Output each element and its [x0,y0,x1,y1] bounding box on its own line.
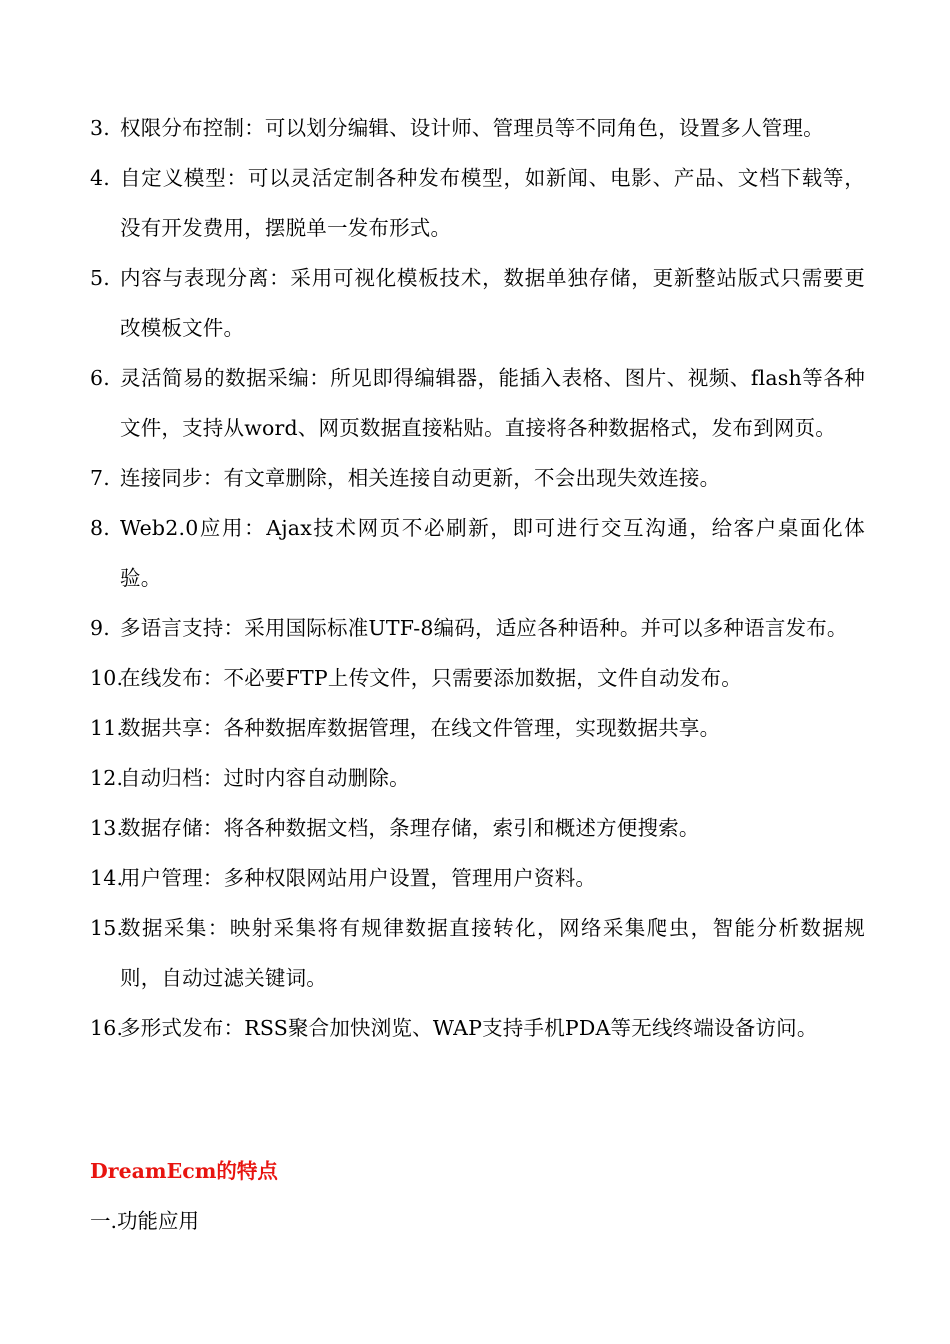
item-number: 4. [90,166,110,190]
item-number: 5. [90,266,110,290]
list-item [90,103,865,153]
list-item [90,153,865,253]
item-number: 13. [90,816,124,840]
item-number: 15. [90,916,124,940]
list-item [90,903,865,1003]
item-number: 9. [90,616,110,640]
list-item [90,453,865,503]
list-item [90,353,865,453]
item-number: 10. [90,666,124,690]
item-text: 数据共享：各种数据库数据管理，在线文件管理，实现数据共享。 [120,716,721,740]
item-number: 8. [90,516,110,540]
section-heading: DreamEcm的特点 [90,1159,278,1183]
list-item [90,753,865,803]
item-text: 数据存储：将各种数据文档，条理存储，索引和概述方便搜索。 [120,816,700,840]
item-text: 自定义模型：可以灵活定制各种发布模型，如新闻、电影、产品、文档下载等，没有开发费用，摆脱单一发布形式。 [120,166,865,240]
list-item [90,653,865,703]
list-item [90,1003,865,1053]
item-text: 内容与表现分离：采用可视化模板技术，数据单独存储，更新整站版式只需要更改模板文件。 [120,266,865,340]
list-item [90,253,865,353]
list-item [90,853,865,903]
item-number: 3. [90,116,110,140]
item-number: 12. [90,766,124,790]
item-number: 6. [90,366,110,390]
item-text: 用户管理：多种权限网站用户设置，管理用户资料。 [120,866,597,890]
item-number: 14. [90,866,124,890]
item-number: 11. [90,716,124,740]
item-text: 多语言支持：采用国际标准UTF-8编码，适应各种语种。并可以多种语言发布。 [120,616,848,640]
list-item [90,703,865,753]
item-number: 16. [90,1016,124,1040]
list-item [90,503,865,603]
item-text: 连接同步：有文章删除，相关连接自动更新，不会出现失效连接。 [120,466,721,490]
item-text: 在线发布：不必要FTP上传文件，只需要添加数据，文件自动发布。 [120,666,742,690]
subsection-heading: 一.功能应用 [90,1209,200,1233]
item-number: 7. [90,466,110,490]
list-item [90,603,865,653]
item-text: 灵活简易的数据采编：所见即得编辑器，能插入表格、图片、视频、flash等各种文件，支持从word、网页数据直接粘贴。直接将各种数据格式，发布到网页。 [120,366,865,440]
item-text: 数据采集：映射采集将有规律数据直接转化，网络采集爬虫，智能分析数据规则，自动过滤关键词。 [120,916,865,990]
feature-list [90,103,865,1053]
item-text: 多形式发布：RSS聚合加快浏览、WAP支持手机PDA等无线终端设备访问。 [120,1016,818,1040]
list-item [90,803,865,853]
item-text: 自动归档：过时内容自动删除。 [120,766,410,790]
item-text: 权限分布控制：可以划分编辑、设计师、管理员等不同角色，设置多人管理。 [120,116,824,140]
item-text: Web2.0应用：Ajax技术网页不必刷新，即可进行交互沟通，给客户桌面化体验。 [120,516,865,590]
